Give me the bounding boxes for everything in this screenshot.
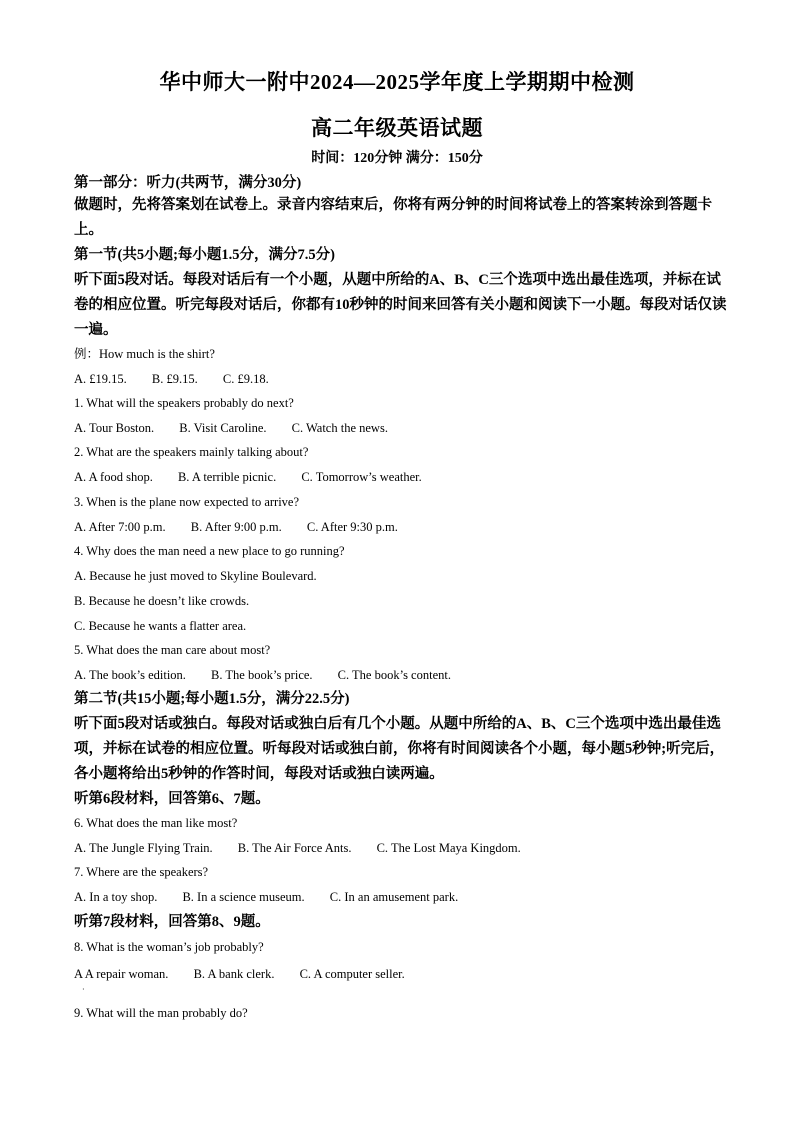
option: B. The book’s price. <box>211 668 313 682</box>
option: A. The Jungle Flying Train. <box>74 841 213 855</box>
exam-title: 华中师大一附中2024—2025学年度上学期期中检测 <box>159 70 635 94</box>
option: C. Tomorrow’s weather. <box>301 470 422 484</box>
option: A. £19.15. <box>74 372 127 386</box>
question-1-options <box>74 419 734 437</box>
section2-instruction: 听下面5段对话或独白。每段对话或独白后有几个小题。从题中所给的A、B、C三个选项中选出最佳选项，并标在试卷的相应位置。听每段对话或独白前，你将有时间阅读各个小题，每小题5秒钟;听完后，各小题将给出5秒钟的作答时间，每段对话或独白读两遍。 <box>74 716 725 782</box>
option: C. Watch the news. <box>291 421 388 435</box>
question-9: 9. What will the man probably do? <box>74 1006 248 1020</box>
option: A. A food shop. <box>74 470 153 484</box>
option: C. The book’s content. <box>337 668 451 682</box>
option: C. £9.18. <box>222 372 269 386</box>
option: B. A bank clerk. <box>193 967 275 981</box>
option: B. The Air Force Ants. <box>237 841 352 855</box>
exam-meta: 时间：120分钟 满分：150分 <box>311 151 483 166</box>
question-2: 2. What are the speakers mainly talking about? <box>74 445 309 459</box>
option: C. The Lost Maya Kingdom. <box>376 841 521 855</box>
option: B. £9.15. <box>151 372 198 386</box>
question-6: 6. What does the man like most? <box>74 816 238 830</box>
question-6-options <box>74 839 734 857</box>
option: A. Tour Boston. <box>74 421 155 435</box>
question-4: 4. Why does the man need a new place to go running? <box>74 544 345 558</box>
option: B. In a science museum. <box>182 890 305 904</box>
option: A. In a toy shop. <box>74 890 158 904</box>
option: A. The book’s edition. <box>74 668 186 682</box>
section2-heading: 第二节(共15小题;每小题1.5分，满分22.5分) <box>74 691 350 707</box>
question-7: 7. Where are the speakers? <box>74 865 209 879</box>
part1-instruction: 做题时，先将答案划在试卷上。录音内容结束后，你将有两分钟的时间将试卷上的答案转涂到答题卡上。 <box>74 197 712 238</box>
option: B. After 9:00 p.m. <box>190 520 282 534</box>
option: C. After 9:30 p.m. <box>306 520 398 534</box>
question-8-options <box>74 965 734 983</box>
option: C. In an amusement park. <box>329 890 459 904</box>
option: B. Visit Caroline. <box>179 421 267 435</box>
exam-subtitle: 高二年级英语试题 <box>311 116 483 140</box>
question-2-options <box>74 468 734 486</box>
question-4-option-c: C. Because he wants a flatter area. <box>74 619 247 633</box>
material-7-heading: 听第7段材料，回答第8、9题。 <box>74 914 270 930</box>
option: B. A terrible picnic. <box>177 470 277 484</box>
question-5: 5. What does the man care about most? <box>74 643 271 657</box>
option: A. After 7:00 p.m. <box>74 520 166 534</box>
question-3: 3. When is the plane now expected to arrive? <box>74 495 300 509</box>
option: A A repair woman. <box>74 967 169 981</box>
question-7-options <box>74 888 734 906</box>
stray-mark: · <box>82 985 85 994</box>
material-6-heading: 听第6段材料，回答第6、7题。 <box>74 791 270 807</box>
option: C. A computer seller. <box>299 967 405 981</box>
section1-instruction: 听下面5段对话。每段对话后有一个小题，从题中所给的A、B、C三个选项中选出最佳选项，并标在试卷的相应位置。听完每段对话后，你都有10秒钟的时间来回答有关小题和阅读下一小题。每段对话仅读一遍。 <box>74 272 727 338</box>
question-3-options <box>74 518 734 536</box>
question-1: 1. What will the speakers probably do next? <box>74 396 294 410</box>
section1-heading: 第一节(共5小题;每小题1.5分，满分7.5分) <box>74 247 335 263</box>
question-5-options <box>74 666 734 684</box>
example-question: 例：How much is the shirt? <box>74 347 215 361</box>
question-4-option-b: B. Because he doesn’t like crowds. <box>74 594 250 608</box>
part1-heading: 第一部分：听力(共两节，满分30分) <box>74 175 302 191</box>
example-options <box>74 370 734 388</box>
question-4-option-a: A. Because he just moved to Skyline Boulevard. <box>74 569 317 583</box>
question-8: 8. What is the woman’s job probably? <box>74 940 264 954</box>
